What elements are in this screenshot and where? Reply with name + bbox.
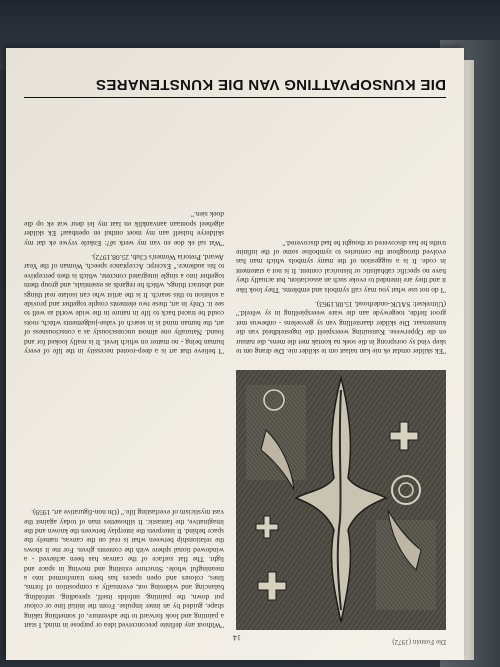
paragraph: "I believe that art is a deep-rooted necessity in the life of every human being - no matter on which level. It is really looked for and found. Naturally one almost unconsciously as a consciousness of art, the human mind is in search of value-judgements which, roots could be traced back to life in nature in the wide world as well to see it. Only in art, these two elements couple together and provide a solution to this search. It is the artist who can isolate real things and abstract things, which he regards as essentials, and group them together into a single integrated concrete, which is then perceptive to his audience." Excerpt: Acceptance speech, Woman of the Year Award, Pretoria Women's Club, 25.08.1972). [24, 252, 224, 356]
text-column-right-top [24, 360, 224, 630]
page-edge [464, 60, 474, 660]
paragraph: "I do not use what you may call symbols and emblems. They look like it and they are intended to evoke such an association, but actually they have no specific cabbalistic or historical content. It is not a statement in code. It is a suggestion of the many symbols which man has evolved throughout the centuries to symbolise some of the infinite truths he has discovered or thought he had discovered." [236, 238, 446, 295]
text-column-left-bottom [236, 108, 446, 356]
paragraph: "Without any definite preconceived idea or purpose in mind, I start a painting and look forward to the adventure, of something taking shape, guided by an inner impulse. From the initial line or colour put down, the painting, unfolds itself, spreading, unfolding, balancing and widening out, eventually a composition of forms, lines, colours and open spaces has been transformed into a meaningful whole. Structure existing and moving in space and light. The flat surface of the canvas has been achieved - a windowed tional sphere with the contents given. For me it shows the relationship between what is real on the canvas, namely the space behind. It interprets the interplay between the known and the imaginative, the fantastic. It silhouettes man of today against the vast mysticism of everlasting life." (On non-figurative art, 1959). [24, 508, 224, 630]
paragraph: "Ek skilder omdat ek nie kan nalaat om te skilder nie. Die drang om te skep vind sy oorsprong in die soek na kontak met die mens, die natuur en die Opperwese. Kunsuiting weerspieël die ingesteldheid van die kunstenaar. Die skilder daarstelling van sy gevoelens - onbewus met groot liefde, toegewyde aan die ware weerspieëling in sy wêreld." (Uittreksel: SAUK-onderhoud, 15.08.1963). [236, 299, 446, 356]
page-content [24, 58, 446, 646]
painting-reproduction [236, 370, 446, 630]
painting-image [236, 370, 446, 630]
section-heading: DIE KUNSOPVATTING VAN DIE KUNSTENARES [24, 76, 446, 98]
page-number: 14 [233, 633, 241, 642]
book-page [6, 48, 464, 660]
text-column-right-bottom [24, 108, 224, 356]
paragraph: "Wat sal ek doe en van my werk sê?: Enkele vrywe ek dat my skilderye hulself aan my moet onthul en openbaar! Ek skilder algeheel spontaan aanvanklik en laat my lei deur wat ek op die doek sien." [24, 210, 224, 248]
running-head: Die Fontein (1972) [392, 638, 446, 646]
